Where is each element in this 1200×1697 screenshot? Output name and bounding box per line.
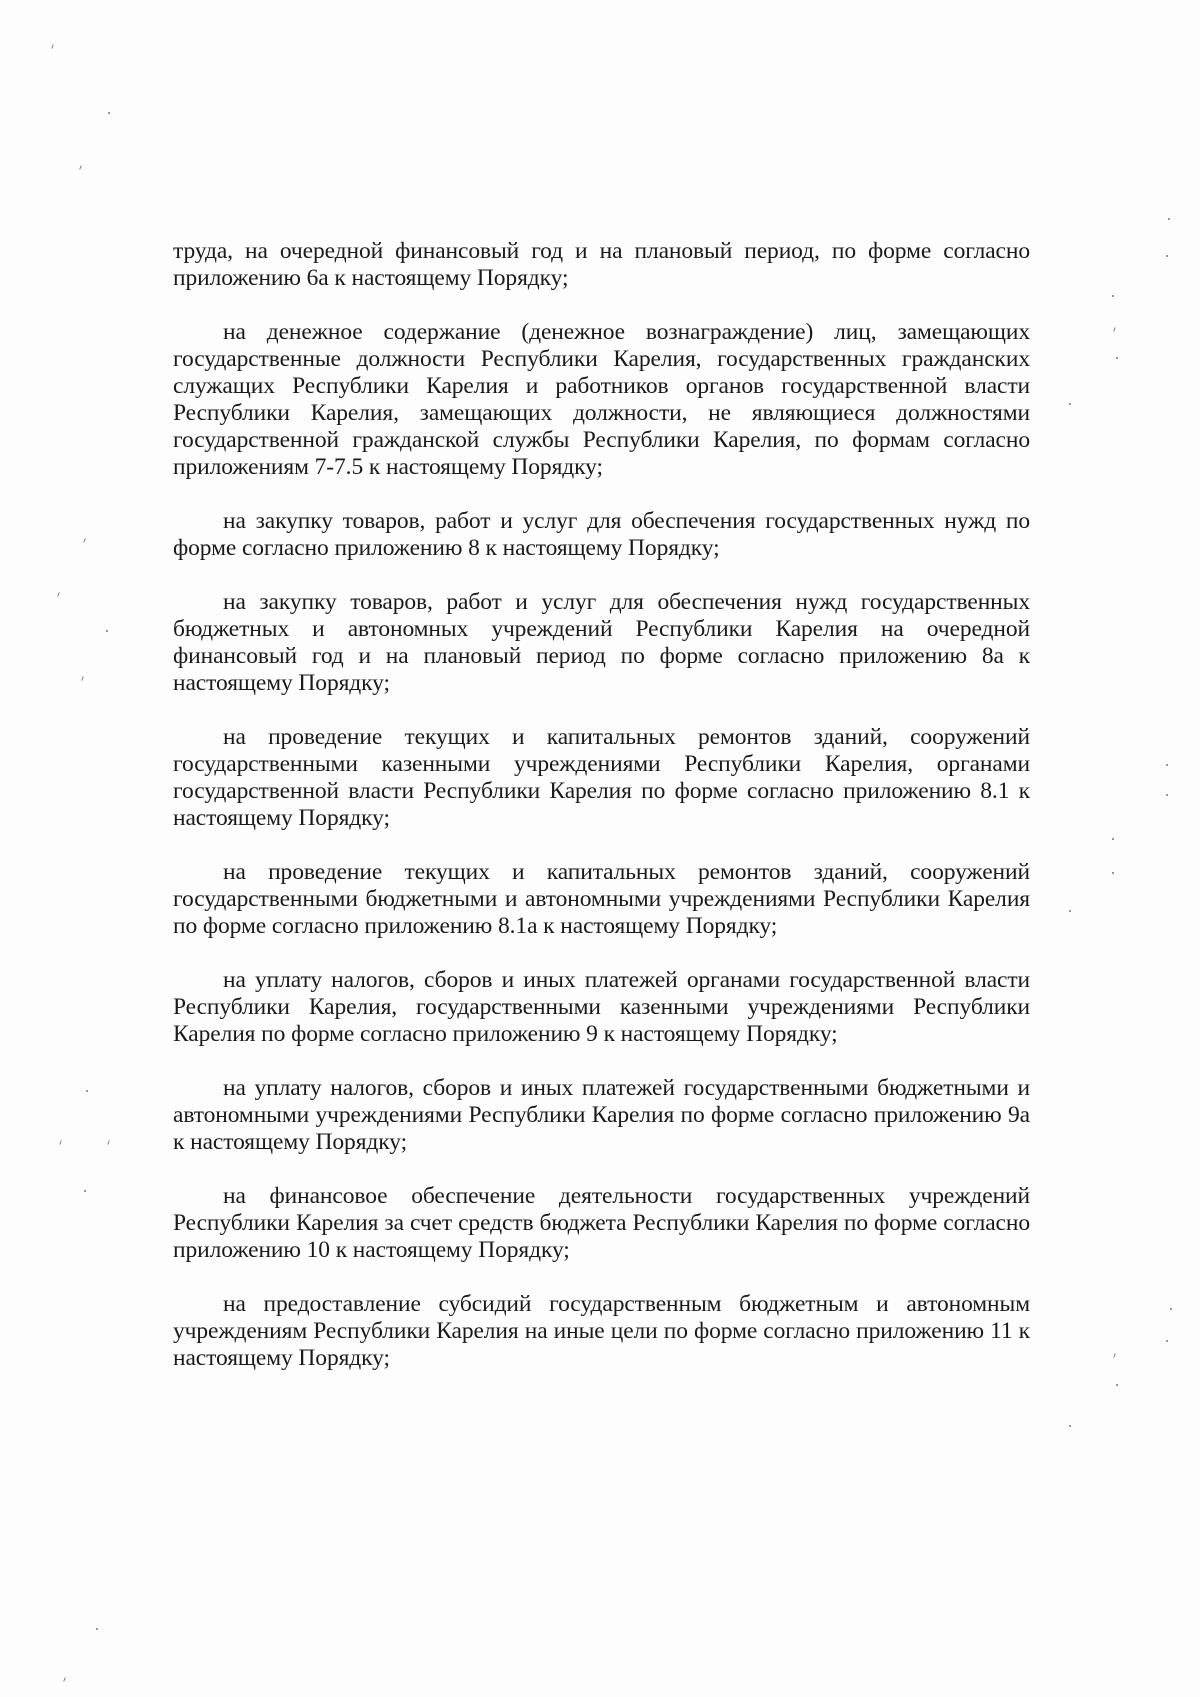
scan-speck bbox=[1112, 872, 1114, 874]
scan-speck bbox=[1166, 764, 1168, 766]
paragraph: на проведение текущих и капитальных ремонтов зданий, сооружений государственными казенными учреждениями Республики Карелия, органами государственной власти Республики Карелия по форме согласно приложению 8.1 к настоящему Порядку; bbox=[173, 724, 1030, 831]
scan-speck bbox=[1069, 910, 1071, 912]
paragraph: на финансовое обеспечение деятельности государственных учреждений Республики Карелия за счет средств бюджета Республики Карелия по форме согласно приложению 10 к настоящему Порядку; bbox=[173, 1183, 1030, 1263]
scan-speck bbox=[84, 1190, 86, 1192]
paragraph: на уплату налогов, сборов и иных платежей органами государственной власти Республики Карелия, государственными казенными учреждениями Республики Карелия по форме согласно приложению 9 к настоящему Порядку; bbox=[173, 967, 1030, 1047]
scan-speck bbox=[1069, 403, 1071, 405]
scan-speck bbox=[1166, 1340, 1168, 1342]
scan-speck bbox=[51, 44, 54, 49]
paragraph: на предоставление субсидий государственным бюджетным и автономным учреждениям Республики Карелия на иные цели по форме согласно приложению 11 к настоящему Порядку; bbox=[173, 1291, 1030, 1371]
paragraph: на денежное содержание (денежное вознаграждение) лиц, замещающих государственные должности Республики Карелия, государственных гражданских служащих Республики Карелия и работников органов государственной власти Республики Карелия, замещающих должности, не являющиеся должностями государственной гражданской службы Республики Карелия, по формам согласно приложениям 7-7.5 к настоящему Порядку; bbox=[173, 319, 1030, 480]
scan-speck bbox=[63, 1677, 66, 1682]
scan-speck bbox=[1116, 1384, 1118, 1386]
scan-speck bbox=[1166, 794, 1168, 796]
scan-speck bbox=[1116, 357, 1118, 359]
document-body bbox=[173, 238, 1030, 1399]
scan-speck bbox=[1112, 838, 1114, 840]
paragraph: труда, на очередной финансовый год и на плановый период, по форме согласно приложению 6а к настоящему Порядку; bbox=[173, 238, 1030, 291]
scan-speck bbox=[108, 112, 110, 114]
scan-speck bbox=[106, 630, 108, 632]
scan-speck bbox=[1069, 1425, 1071, 1427]
paragraph: на закупку товаров, работ и услуг для обеспечения нужд государственных бюджетных и автономных учреждений Республики Карелия на очередной финансовый год и на плановый период по форме согласно приложению 8а к настоящему Порядку; bbox=[173, 589, 1030, 696]
paragraph: на уплату налогов, сборов и иных платежей государственными бюджетными и автономными учреждениями Республики Карелия по форме согласно приложению 9а к настоящему Порядку; bbox=[173, 1075, 1030, 1155]
scan-speck bbox=[1112, 295, 1114, 297]
paragraph: на закупку товаров, работ и услуг для обеспечения государственных нужд по форме согласно приложению 8 к настоящему Порядку; bbox=[173, 508, 1030, 561]
scan-speck bbox=[83, 538, 86, 543]
scan-speck bbox=[57, 592, 60, 597]
scan-speck bbox=[79, 165, 82, 170]
scan-speck bbox=[59, 1140, 62, 1145]
scan-speck bbox=[1168, 218, 1170, 220]
scan-speck bbox=[107, 1140, 110, 1145]
scan-speck bbox=[1170, 1308, 1172, 1310]
scan-speck bbox=[1113, 1353, 1116, 1358]
scan-speck bbox=[81, 676, 84, 681]
paragraph: на проведение текущих и капитальных ремонтов зданий, сооружений государственными бюджетными и автономными учреждениями Республики Карелия по форме согласно приложению 8.1а к настоящему Порядку; bbox=[173, 859, 1030, 939]
scan-speck bbox=[1166, 255, 1168, 257]
scan-speck bbox=[86, 1090, 88, 1092]
scan-speck bbox=[1113, 327, 1116, 332]
scan-speck bbox=[96, 1628, 98, 1630]
